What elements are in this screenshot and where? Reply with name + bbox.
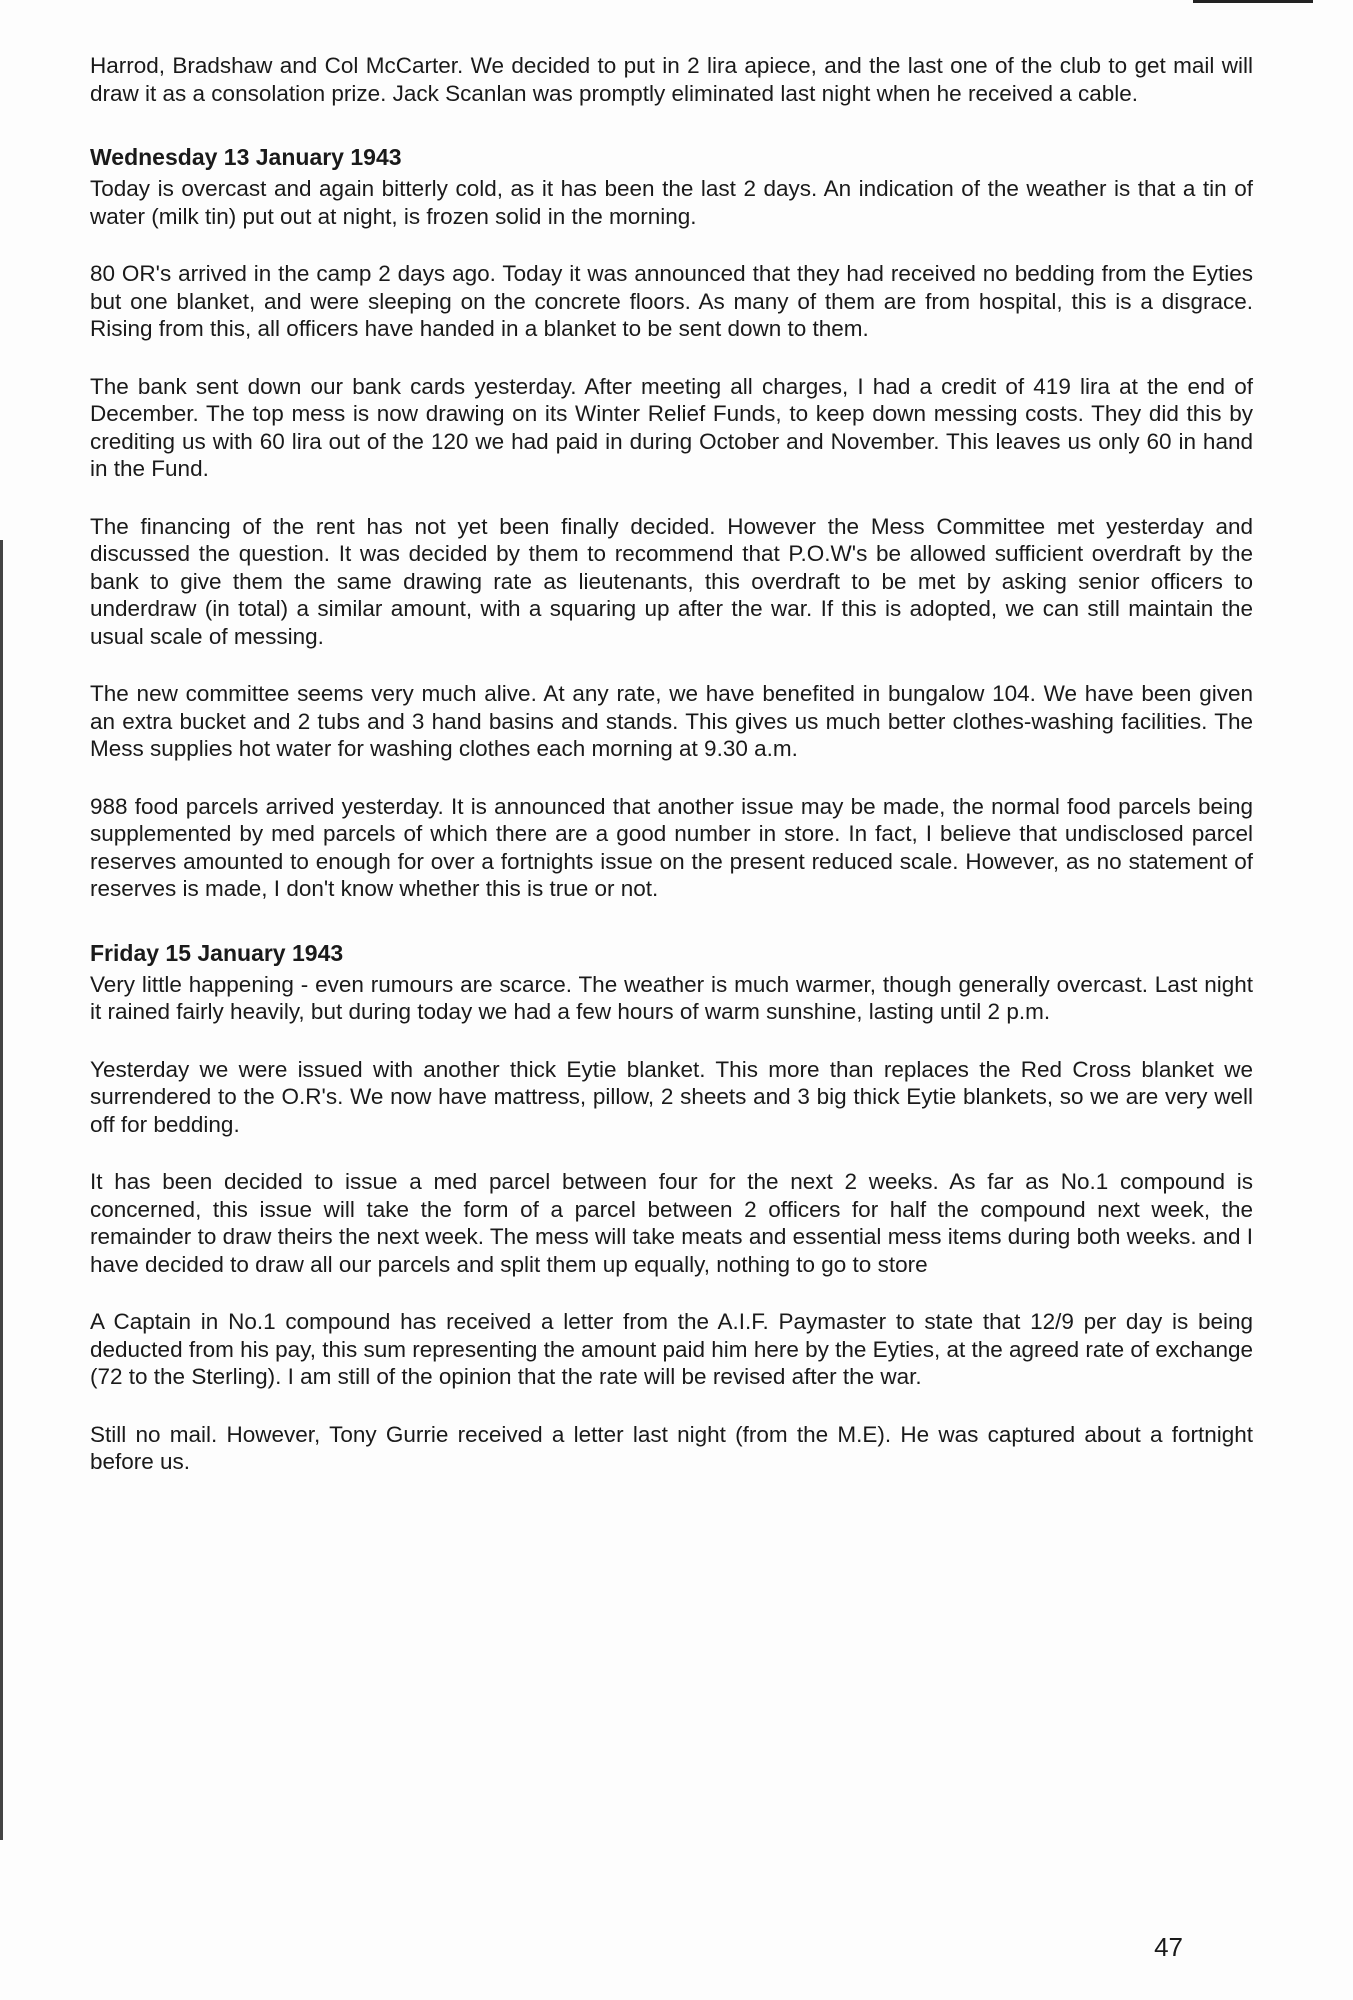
paragraph: Today is overcast and again bitterly cold, as it has been the last 2 days. An indication of the weather is that a tin of water (milk tin) put out at night, is frozen solid in the morning. [90, 176, 1253, 229]
paragraph: The new committee seems very much alive. At any rate, we have benefited in bungalow 104. We have been given an extra bucket and 2 tubs and 3 hand basins and stands. This gives us much better clothes-washing facilities. The Mess supplies hot water for washing clothes each morning at 9.30 a.m. [90, 681, 1253, 761]
paragraph: It has been decided to issue a med parcel between four for the next 2 weeks. As far as No.1 compound is concerned, this issue will take the form of a parcel between 2 officers for half the compound next week, the remainder to draw theirs the next week. The mess will take meats and essential mess items during both weeks. and I have decided to draw all our parcels and split them up equally, nothing to go to store [90, 1169, 1253, 1277]
diary-entry-friday [90, 939, 1253, 1476]
paragraph: 988 food parcels arrived yesterday. It is announced that another issue may be made, the normal food parcels being supplemented by med parcels of which there are a good number in store. In fact, I believe that undisclosed parcel reserves amounted to enough for over a fortnights issue on the present reduced scale. However, as no statement of reserves is made, I don't know whether this is true or not. [90, 793, 1253, 901]
paragraph: The bank sent down our bank cards yesterday. After meeting all charges, I had a credit of 419 lira at the end of December. The top mess is now drawing on its Winter Relief Funds, to keep down messing costs. They did this by crediting us with 60 lira out of the 120 we had paid in during October and November. This leaves us only 60 in hand in the Fund. [90, 373, 1253, 481]
entry-date-heading: Wednesday 13 January 1943 [90, 144, 402, 170]
paragraph: A Captain in No.1 compound has received a letter from the A.I.F. Paymaster to state that 12/9 per day is being deducted from his pay, this sum representing the amount paid him here by the Eyties, at the agreed rate of exchange (72 to the Sterling). I am still of the opinion that the rate will be revised after the war. [90, 1309, 1253, 1389]
scan-margin-line [0, 540, 3, 1840]
paragraph: Very little happening - even rumours are scarce. The weather is much warmer, though generally overcast. Last night it rained fairly heavily, but during today we had a few hours of warm sunshine, lasting until 2 p.m. [90, 971, 1253, 1024]
paragraph: 80 OR's arrived in the camp 2 days ago. Today it was announced that they had received no bedding from the Eyties but one blanket, and were sleeping on the concrete floors. As many of them are from hospital, this is a disgrace. Rising from this, all officers have handed in a blanket to be sent down to them. [90, 261, 1253, 341]
paragraph: Still no mail. However, Tony Gurrie received a letter last night (from the M.E). He was captured about a fortnight before us. [90, 1421, 1253, 1474]
entry-date-heading: Friday 15 January 1943 [90, 939, 344, 966]
opening-paragraph: Harrod, Bradshaw and Col McCarter. We decided to put in 2 lira apiece, and the last one of the club to get mail will draw it as a consolation prize. Jack Scanlan was promptly eliminated last night when he received a cable. [90, 53, 1253, 106]
diary-entry-wednesday [90, 143, 1253, 903]
page-number: 47 [1154, 1932, 1183, 1962]
scan-edge-line [1193, 0, 1313, 3]
paragraph: The financing of the rent has not yet been finally decided. However the Mess Committee met yesterday and discussed the question. It was decided by them to recommend that P.O.W's be allowed sufficient overdraft by the bank to give them the same drawing rate as lieutenants, this overdraft to be met by asking senior officers to underdraw (in total) a similar amount, with a squaring up after the war. If this is adopted, we can still maintain the usual scale of messing. [90, 513, 1253, 649]
paragraph: Yesterday we were issued with another thick Eytie blanket. This more than replaces the Red Cross blanket we surrendered to the O.R's. We now have mattress, pillow, 2 sheets and 3 big thick Eytie blankets, so we are very well off for bedding. [90, 1056, 1253, 1137]
